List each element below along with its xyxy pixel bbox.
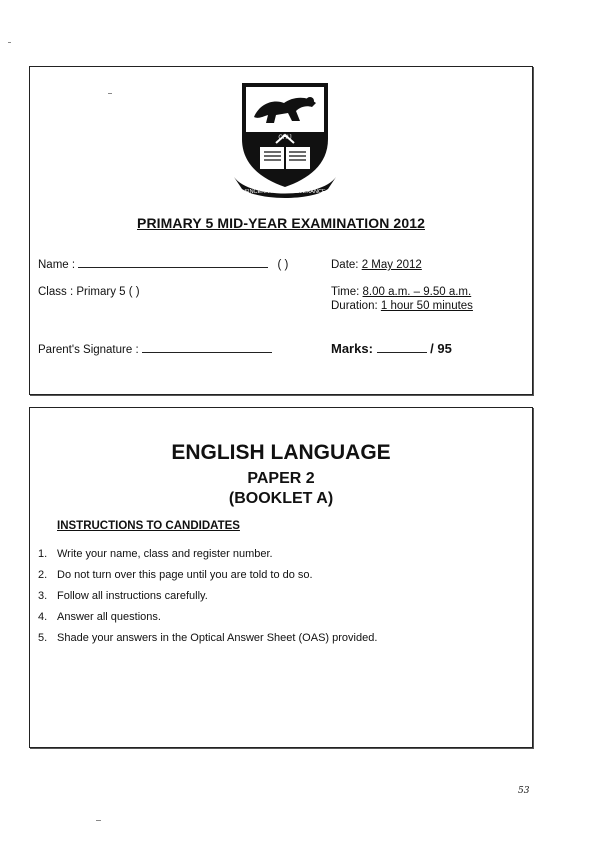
instruction-number: 3.: [38, 590, 48, 602]
scan-speck: [96, 820, 101, 821]
instruction-text: Follow all instructions carefully.: [57, 590, 208, 602]
time-label: Time:: [331, 286, 360, 298]
marks-field: [331, 341, 452, 356]
instruction-number: 1.: [38, 548, 48, 560]
instruction-text: Shade your answers in the Optical Answer Sheet (OAS) provided.: [57, 632, 378, 644]
page-number: 53: [518, 786, 530, 796]
register-number-brackets[interactable]: ( ): [277, 259, 289, 271]
time-value: 8.00 a.m. – 9.50 a.m.: [362, 286, 472, 298]
paper-number: PAPER 2: [247, 470, 315, 487]
instruction-item: [38, 548, 377, 569]
crest-school-text: CHIJ: [278, 135, 292, 141]
school-crest-icon: [230, 77, 340, 201]
instruction-number: 5.: [38, 632, 48, 644]
instructions-heading: INSTRUCTIONS TO CANDIDATES: [57, 520, 240, 532]
instruction-text: Write your name, class and register number.: [57, 548, 273, 560]
instructions-list: [38, 548, 377, 653]
instruction-item: [38, 611, 377, 632]
crest-banner-text: SINCERITY & PERSEVERANCE: [244, 189, 326, 195]
marks-total: / 95: [430, 341, 452, 356]
signature-label: Parent's Signature :: [38, 344, 139, 356]
date-value: 2 May 2012: [361, 259, 422, 271]
marks-blank-line[interactable]: [377, 352, 427, 353]
signature-blank-line[interactable]: [142, 352, 272, 353]
duration-label: Duration:: [331, 300, 378, 312]
marks-label: Marks:: [331, 341, 373, 356]
booklet-label: (BOOKLET A): [228, 490, 334, 507]
instruction-item: [38, 632, 377, 653]
instruction-text: Do not turn over this page until you are told to do so.: [57, 569, 313, 581]
candidate-details-box: [29, 66, 533, 395]
duration-field: [331, 300, 473, 312]
time-field: [331, 286, 471, 298]
name-label: Name :: [38, 259, 76, 271]
instruction-number: 4.: [38, 611, 48, 623]
date-label: Date:: [331, 259, 359, 271]
duration-value: 1 hour 50 minutes: [380, 300, 473, 312]
name-field[interactable]: [38, 259, 288, 271]
subject-title: ENGLISH LANGUAGE: [171, 441, 391, 464]
instruction-item: [38, 590, 377, 611]
class-field[interactable]: [38, 286, 140, 298]
class-label: Class : Primary 5 ( ): [38, 286, 140, 298]
instruction-number: 2.: [38, 569, 48, 581]
scan-speck: [8, 42, 11, 43]
paper-instructions-box: [29, 407, 533, 748]
date-field: [331, 259, 422, 271]
scan-speck: [108, 93, 112, 94]
name-blank-line[interactable]: [78, 267, 268, 268]
instruction-text: Answer all questions.: [57, 611, 161, 623]
parent-signature-field[interactable]: [38, 344, 272, 356]
instruction-item: [38, 569, 377, 590]
exam-title: PRIMARY 5 MID-YEAR EXAMINATION 2012: [137, 215, 425, 231]
